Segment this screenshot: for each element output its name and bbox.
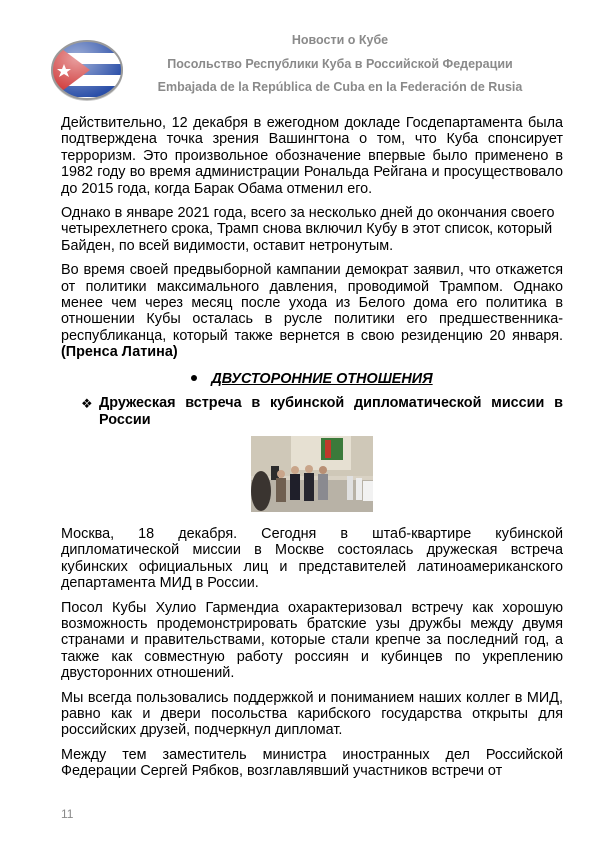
page-header bbox=[0, 0, 608, 110]
paragraph: Посол Кубы Хулио Гармендиа охарактеризовал встречу как хорошую возможность продемонстрировать братские узы дружбы между двумя странами и правительствами, которые стали крепче за последний год, а также как совместную работу россиян и кубинцев по укреплению двусторонних отношений. bbox=[61, 599, 563, 682]
paragraph: Однако в январе 2021 года, всего за несколько дней до окончания своего четырехлетнего срока, Трамп снова включил Кубу в этот список, который Байден, по всей видимости, оставит нетронутым. bbox=[61, 205, 555, 254]
page-content bbox=[61, 115, 563, 788]
paragraph-text: Во время своей предвыборной кампании демократ заявил, что откажется от политики максимального давления, проводимой Трампом. Однако менее чем через месяц после ухода из Белого дома его политика в отношении Кубы осталась в русле политики его предшественника-республиканца, который также вернется в свою резиденцию 20 января. bbox=[61, 262, 563, 344]
header-embassy-es: Embajada de la República de Cuba en la Federación de Rusia bbox=[157, 80, 523, 94]
article-heading bbox=[61, 395, 563, 428]
paragraph: Между тем заместитель министра иностранных дел Российской Федерации Сергей Рябков, возглавлявший участников встречи от bbox=[61, 746, 563, 780]
bullet-dot-icon bbox=[191, 375, 197, 381]
paragraph: Действительно, 12 декабря в ежегодном докладе Госдепартамента была подтверждена точка зрения Вашингтона о том, что Куба спонсирует терроризм. Это произвольное обозначение впервые было применено в 1982 году во время администрации Рональда Рейгана и просуществовало до 2015 года, когда Барак Обама отменил его. bbox=[61, 115, 563, 197]
paragraph-with-source bbox=[61, 262, 563, 360]
four-diamond-bullet-icon: ❖ bbox=[81, 396, 93, 412]
meeting-photo bbox=[251, 436, 373, 512]
page-number: 11 bbox=[61, 807, 74, 821]
section-title bbox=[61, 371, 563, 387]
cuba-flag-emblem-icon bbox=[50, 38, 124, 102]
header-embassy-ru: Посольство Республики Куба в Российской Федерации bbox=[167, 57, 513, 71]
paragraph: Мы всегда пользовались поддержкой и пониманием наших коллег в МИД, равно как и двери посольства карибского государства открыты для российских друзей, подчеркнул дипломат. bbox=[61, 689, 563, 739]
article-heading-text: Дружеская встреча в кубинской дипломатической миссии в России bbox=[99, 395, 563, 428]
news-source: (Пренса Латина) bbox=[61, 344, 178, 361]
header-title: Новости о Кубе bbox=[291, 33, 389, 47]
paragraph: Москва, 18 декабря. Сегодня в штаб-квартире кубинской дипломатической миссии в Москве состоялась дружеская встреча кубинских официальных лиц и представителей латиноамериканского департамента МИД в России. bbox=[61, 525, 563, 592]
section-title-text: ДВУСТОРОННИЕ ОТНОШЕНИЯ bbox=[211, 370, 433, 387]
